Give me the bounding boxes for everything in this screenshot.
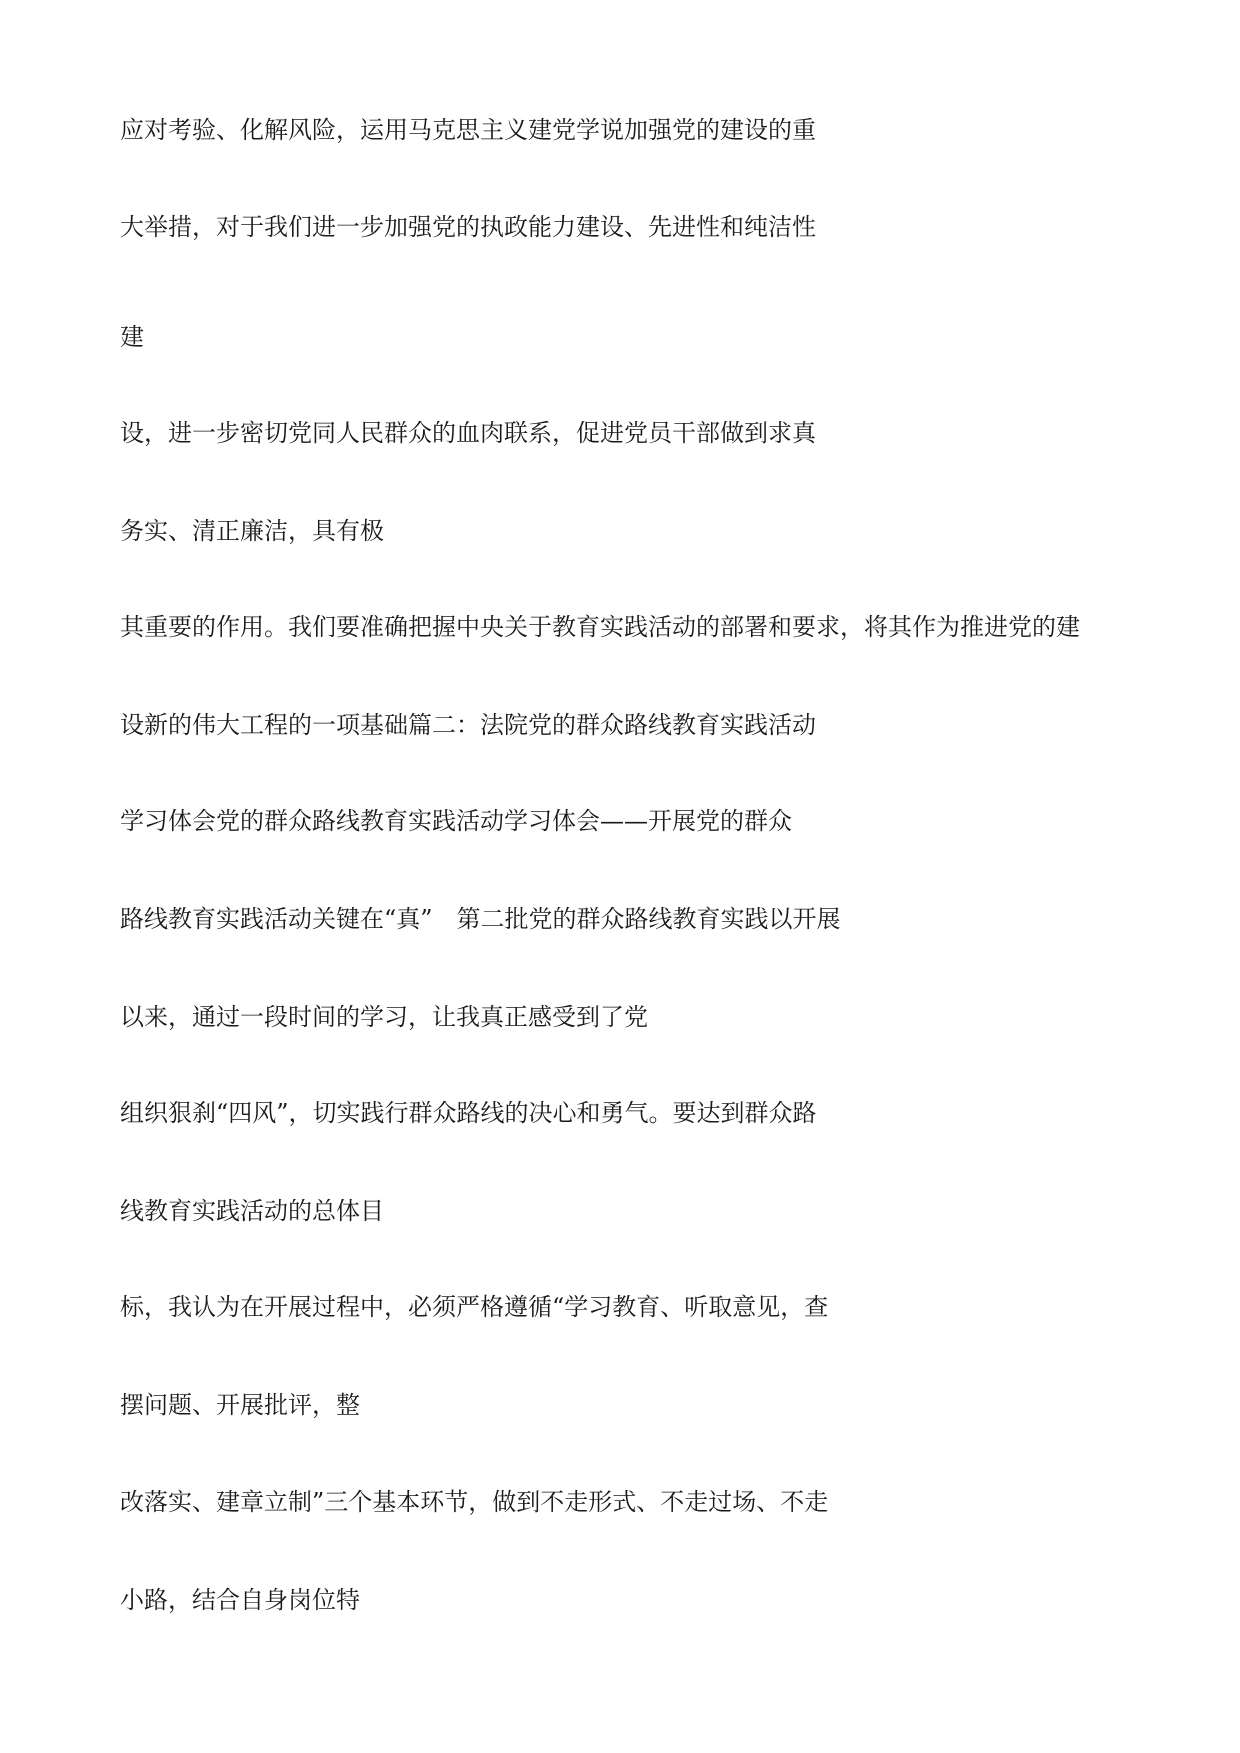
- text-line: 设新的伟大工程的一项基础篇二：法院党的群众路线教育实践活动: [120, 711, 816, 739]
- text-line: 建: [120, 323, 144, 351]
- text-line: 组织狠刹“四风”，切实践行群众路线的决心和勇气。要达到群众路: [120, 1099, 817, 1127]
- text-line: 设，进一步密切党同人民群众的血肉联系，促进党员干部做到求真: [120, 419, 816, 447]
- text-line: 线教育实践活动的总体目: [120, 1197, 384, 1225]
- text-line: 改落实、建章立制”三个基本环节，做到不走形式、不走过场、不走: [120, 1488, 829, 1516]
- text-line: 学习体会党的群众路线教育实践活动学习体会——开展党的群众: [120, 807, 792, 835]
- text-line: 以来，通过一段时间的学习，让我真正感受到了党: [120, 1003, 648, 1031]
- text-line: 大举措，对于我们进一步加强党的执政能力建设、先进性和纯洁性: [120, 213, 816, 241]
- text-line: 务实、清正廉洁，具有极: [120, 517, 384, 545]
- text-line: 摆问题、开展批评，整: [120, 1391, 360, 1419]
- text-line: 应对考验、化解风险，运用马克思主义建党学说加强党的建设的重: [120, 116, 816, 144]
- text-line: 标，我认为在开展过程中，必须严格遵循“学习教育、听取意见，查: [120, 1293, 829, 1321]
- text-line: 路线教育实践活动关键在“真” 第二批党的群众路线教育实践以开展: [120, 905, 841, 933]
- text-line: 其重要的作用。我们要准确把握中央关于教育实践活动的部署和要求，将其作为推进党的建: [120, 613, 1080, 641]
- text-line: 小路，结合自身岗位特: [120, 1586, 360, 1614]
